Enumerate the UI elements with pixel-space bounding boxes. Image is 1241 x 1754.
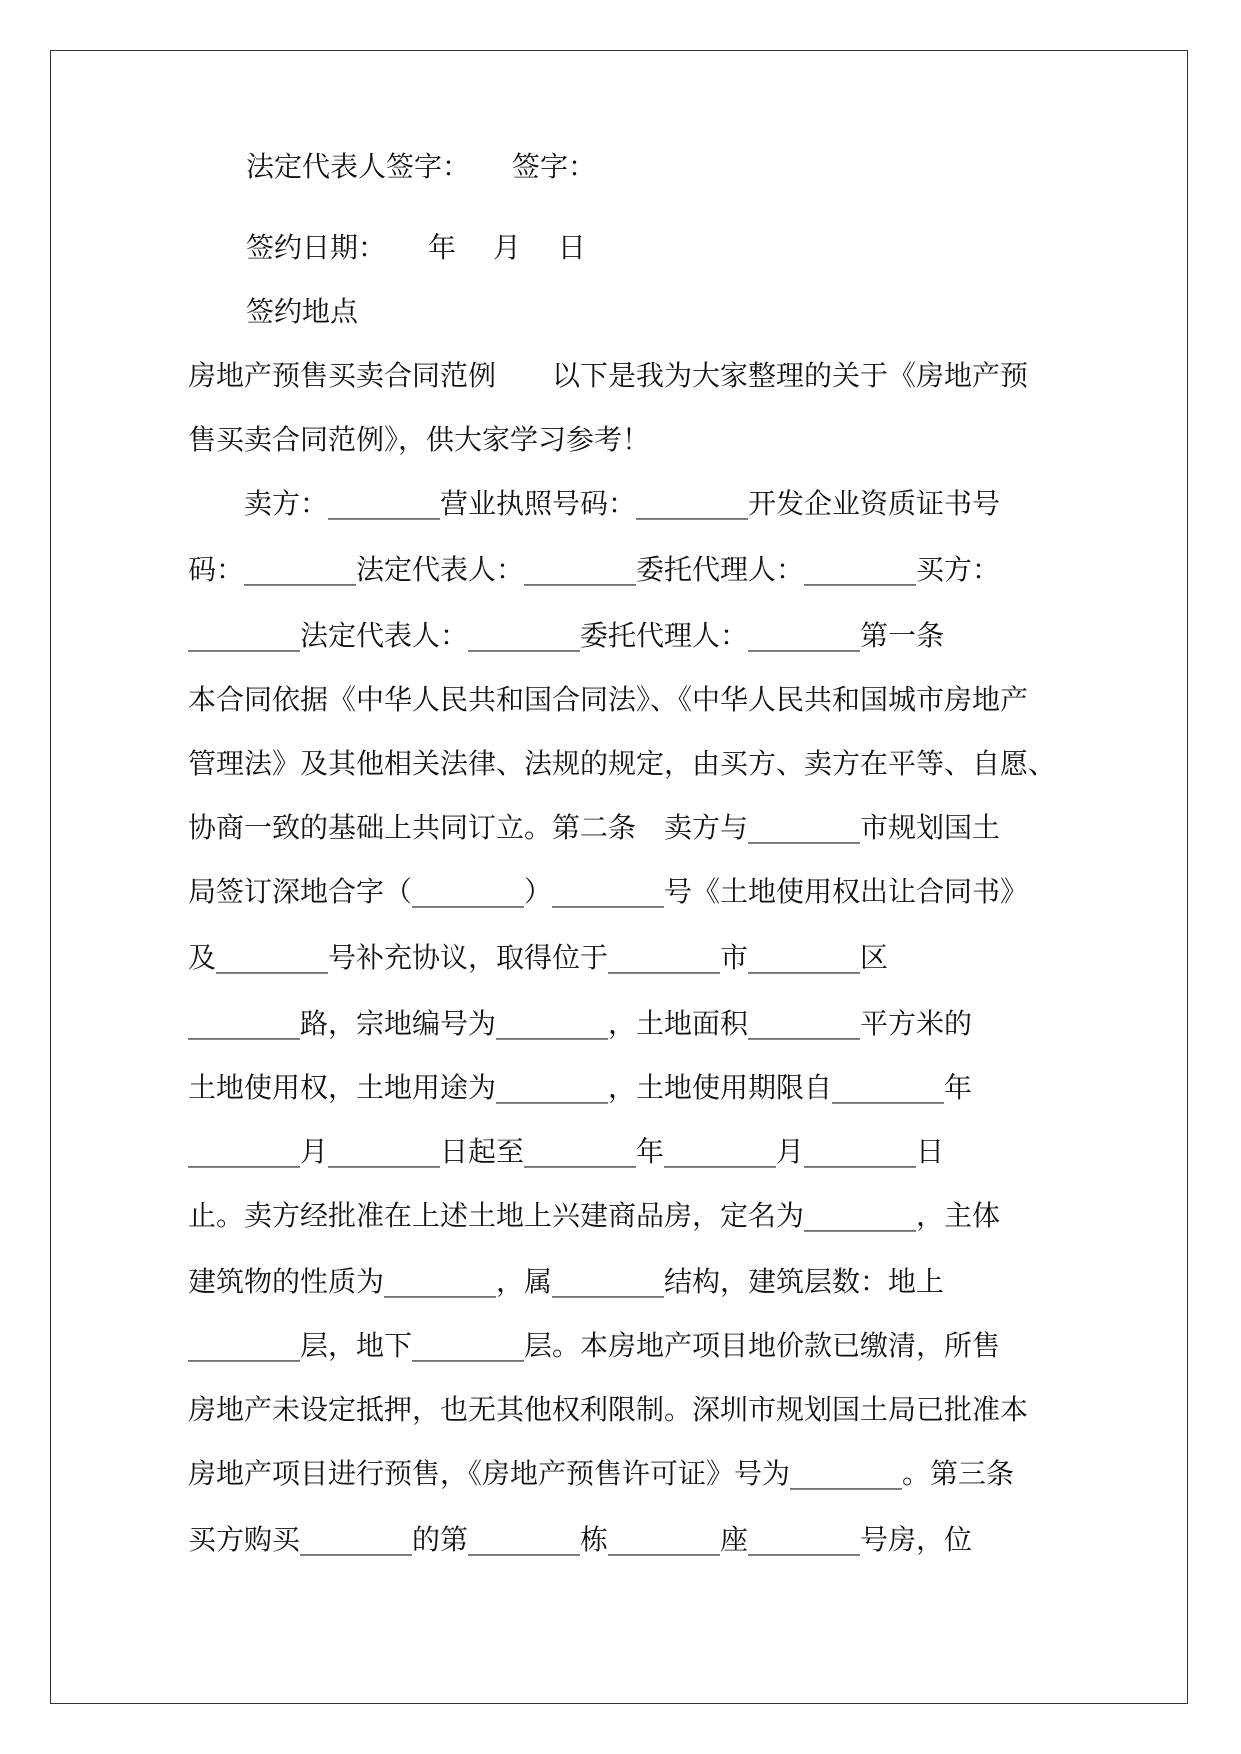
body-line: 房地产预售买卖合同范例 以下是我为大家整理的关于《房地产预: [188, 359, 1029, 392]
body-line: 及________号补充协议，取得位于________市________区: [188, 941, 889, 974]
body-line: 局签订深地合字（________）________号《土地使用权出让合同书》: [188, 875, 1029, 908]
body-line: 协商一致的基础上共同订立。第二条 卖方与________市规划国土: [188, 811, 1001, 844]
place-line: 签约地点: [246, 295, 359, 328]
body-line: ________月________日起至________年________月________日: [188, 1135, 945, 1168]
body-line: ________路，宗地编号为________，土地面积________平方米的: [188, 1007, 973, 1040]
body-line: 买方购买________的第________栋________座________号房，位: [188, 1523, 973, 1556]
body-line: 码：________法定代表人：________委托代理人：________买方：: [188, 553, 1001, 586]
body-line: 房地产项目进行预售，《房地产预售许可证》号为________。第三条: [188, 1457, 1015, 1490]
date-line: 签约日期： 年 月 日: [246, 231, 586, 264]
body-line: ________法定代表人：________委托代理人：________第一条: [188, 619, 945, 652]
signature-line: 法定代表人签字： 签字：: [246, 150, 597, 183]
body-line: 管理法》及其他相关法律、法规的规定，由买方、卖方在平等、自愿、: [188, 747, 1057, 780]
body-line: 土地使用权，土地用途为________，土地使用期限自________年: [188, 1071, 973, 1104]
body-line: 卖方：________营业执照号码：________开发企业资质证书号: [188, 487, 1001, 520]
body-line: 售买卖合同范例》，供大家学习参考！: [188, 423, 651, 456]
body-line: 建筑物的性质为________，属________结构，建筑层数：地上: [188, 1265, 945, 1298]
body-line: ________层，地下________层。本房地产项目地价款已缴清，所售: [188, 1329, 1001, 1362]
body-line: 房地产未设定抵押，也无其他权利限制。深圳市规划国土局已批准本: [188, 1393, 1029, 1426]
body-line: 止。卖方经批准在上述土地上兴建商品房，定名为________，主体: [188, 1199, 1001, 1232]
body-line: 本合同依据《中华人民共和国合同法》、《中华人民共和国城市房地产: [188, 683, 1029, 716]
